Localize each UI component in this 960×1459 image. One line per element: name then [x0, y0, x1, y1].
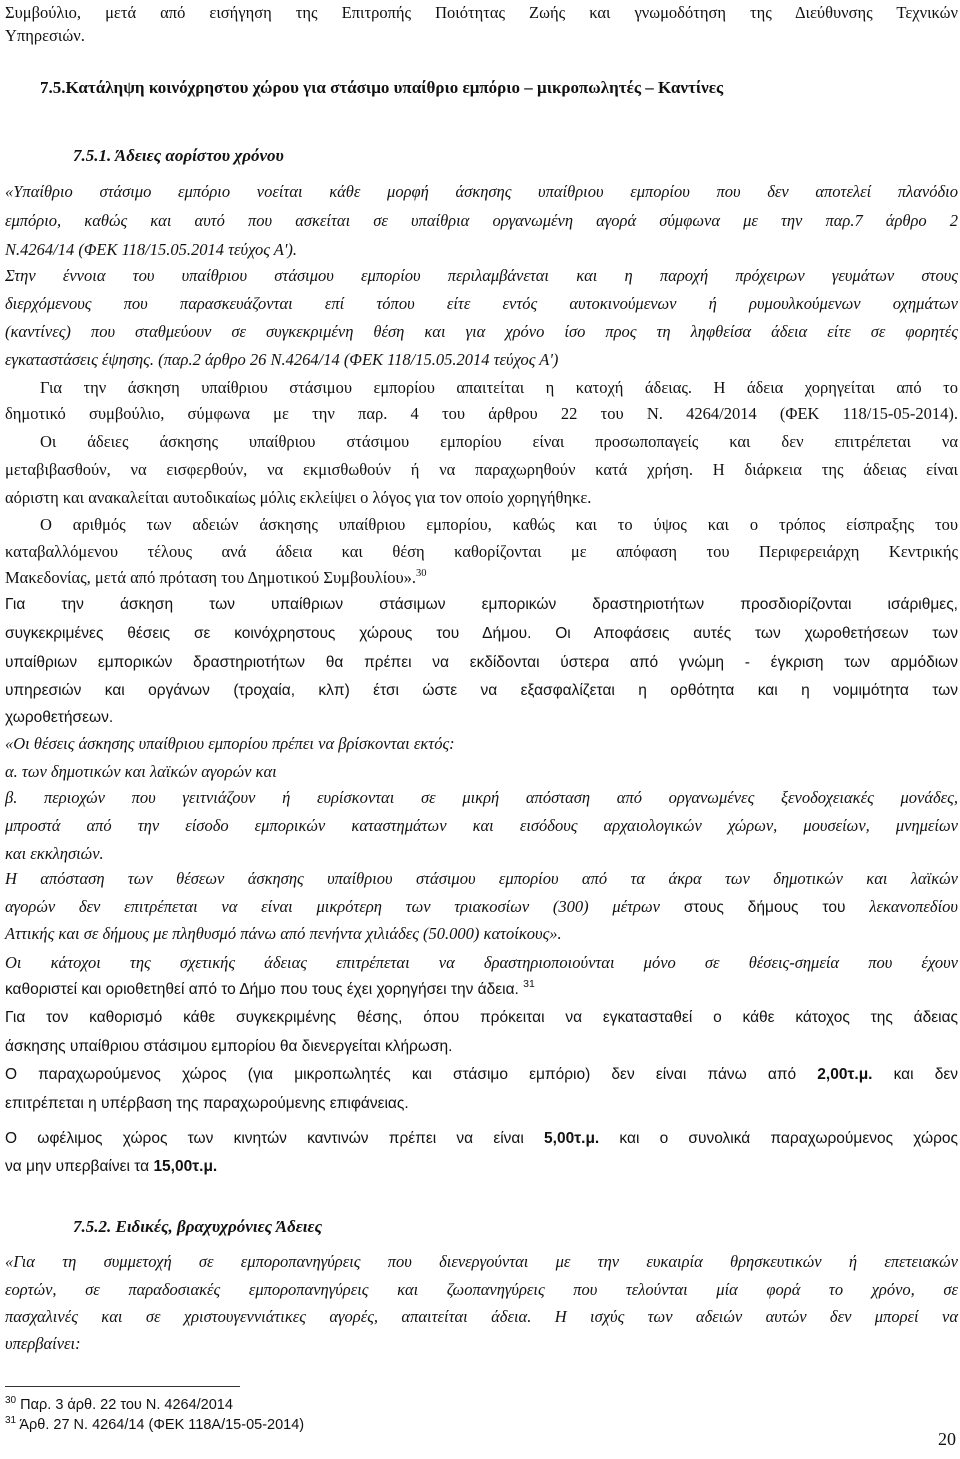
text-line: άσκησης υπαίθριου στάσιμου εμπορίου θα διενεργείται κλήρωση.: [5, 1038, 453, 1055]
text-line: Οι κάτοχοι της σχετικής άδειας επιτρέπεται να δραστηριοποιούνται μόνο σε θέσεις-σημεία που έχουν: [5, 953, 958, 972]
text-line: διερχόμενους που παρασκευάζονται επί τόπου είτε εντός αυτοκινούμενων ή ρυμουλκούμενων οχημάτων: [5, 294, 958, 313]
text-line: υπαίθριων εμπορικών δραστηριοτήτων θα πρέπει να εκδίδονται ύστερα από γνώμη - έγκριση των αρμόδιων: [5, 654, 958, 671]
text-line: και εκκλησιών.: [5, 844, 104, 863]
text-line: «Οι θέσεις άσκησης υπαίθριου εμπορίου πρέπει να βρίσκονται εκτός:: [5, 734, 455, 753]
text-run: να μην υπερβαίνει τα: [5, 1158, 154, 1175]
section-heading-7-5-1: 7.5.1. Άδειες αορίστου χρόνου: [73, 146, 284, 165]
text-line: α. των δημοτικών και λαϊκών αγορών και: [5, 762, 277, 781]
text-run: Ο ωφέλιμος χώρος των κινητών καντινών πρέπει να είναι: [5, 1130, 545, 1147]
text-line: αόριστη και ανακαλείται αυτοδικαίως μόλις εκλείψει ο λόγος για τον οποίο χορηγήθηκε.: [5, 488, 592, 507]
footnote-31: [5, 1412, 304, 1434]
text-line: Αττικής και σε δήμους με πληθυσμό πάνω από πενήντα χιλιάδες (50.000) κατοίκους».: [5, 924, 562, 943]
text-line: συγκεκριμένες θέσεις σε κοινόχρηστους χώρους του Δήμου. Οι Αποφάσεις αυτές των χωροθετήσεων των: [5, 625, 958, 642]
page-number: 20: [938, 1429, 956, 1449]
footnote-ref-31: 31: [523, 978, 535, 990]
text-line: πασχαλινές και σε χριστουγεννιάτικες αγορές, απαιτείται άδεια. Η ισχύς των αδειών αυτών δεν μπορεί να: [5, 1307, 958, 1326]
text-line: μεταβιβασθούν, να εισφερθούν, να εκμισθωθούν ή να παραχωρηθούν κατά χρήση. Η διάρκεια της άδειας είναι: [5, 460, 958, 479]
text-line: υπηρεσιών και οργάνων (τροχαία, κλπ) έτσι ώστε να εξασφαλίζεται η ορθότητα και η νομιμότητα των: [5, 682, 958, 699]
text-line: «Υπαίθριο στάσιμο εμπόριο νοείται κάθε μορφή άσκησης υπαίθριου εμπορίου που δεν αποτελεί πλανόδιο: [5, 182, 958, 201]
text-line: β. περιοχών που γειτνιάζουν ή ευρίσκονται σε μικρή απόσταση από οργανωμένες ξενοδοχειακές μονάδες,: [5, 788, 958, 807]
text-run: Μακεδονίας, μετά από πρόταση του Δημοτικού Συμβουλίου».: [5, 568, 417, 587]
text-line: Η απόσταση των θέσεων άσκησης υπαίθριου στάσιμου εμπορίου από τα άκρα των δημοτικών και λαϊκών: [5, 869, 958, 888]
section-heading-7-5: 7.5.Κατάληψη κοινόχρηστου χώρου για στάσιμο υπαίθριο εμπόριο – μικροπωλητές – Καντίνες: [40, 78, 724, 97]
footnote-text: Άρθ. 27 Ν. 4264/14 (ΦΕΚ 118Α/15-05-2014): [16, 1416, 305, 1433]
text-run: καθοριστεί και οριοθετηθεί από το Δήμο που τους έχει χορηγήσει την άδεια.: [5, 981, 519, 998]
footnote-number: 31: [5, 1415, 17, 1426]
text-line: (καντίνες) που σταθμεύουν σε συγκεκριμένη θέση και για χρόνο ίσο προς τη ληφθείσα άδεια είτε σε φορητές: [5, 322, 958, 341]
text-line: μπροστά από την είσοδο εμπορικών καταστημάτων και εισόδους αρχαιολογικών χώρων, μουσείων, μνημείων: [5, 816, 958, 835]
text-line: Υπηρεσιών.: [5, 26, 85, 45]
text-line: [5, 567, 958, 592]
text-line: [5, 1064, 958, 1086]
footnote-text: Παρ. 3 άρθ. 22 του Ν. 4264/2014: [16, 1396, 233, 1413]
text-line: Στην έννοια του υπαίθριου στάσιμου εμπορίου περιλαμβάνεται και η παροχή πρόχειρων γευμάτων στους: [5, 266, 958, 285]
text-line: «Για τη συμμετοχή σε εμποροπανηγύρεις που διενεργούνται με την ευκαιρία θρησκευτικών ή επετειακών: [5, 1252, 958, 1271]
bold-value: 15,00τ.μ.: [153, 1158, 218, 1175]
section-heading-7-5-2: 7.5.2. Ειδικές, βραχυχρόνιες Άδειες: [73, 1217, 323, 1236]
text-line: Για την άσκηση υπαίθριου στάσιμου εμπορίου απαιτείται η κατοχή άδειας. Η άδεια χορηγείται από το: [40, 378, 958, 397]
text-line: υπερβαίνει:: [5, 1334, 81, 1353]
text-line: [5, 979, 958, 1002]
text-line: [5, 1128, 958, 1150]
text-run: λεκανοπεδίου: [869, 897, 958, 916]
footnote-number: 30: [5, 1395, 17, 1406]
footnote-ref-30: 30: [416, 568, 427, 579]
text-line: επιτρέπεται η υπέρβαση της παραχωρούμενης επιφάνειας.: [5, 1095, 409, 1112]
text-line: [5, 1156, 958, 1178]
text-line: εμπόριο, καθώς και αυτό που ασκείται σε υπαίθρια οργανωμένη αγορά σύμφωνα με την παρ.7 άρθρο 2: [5, 211, 958, 230]
text-run: αγορών δεν επιτρέπεται να είναι μικρότερη των τριακοσίων (300) μέτρων: [5, 897, 660, 916]
text-line: δημοτικό συμβούλιο, σύμφωνα με την παρ. 4 του άρθρου 22 του Ν. 4264/2014 (ΦΕΚ 118/15-05-2014).: [5, 404, 958, 423]
text-run: και ο συνολικά παραχωρούμενος χώρος: [599, 1130, 958, 1147]
text-line: [5, 896, 958, 919]
bold-value: 2,00τ.μ.: [817, 1066, 873, 1083]
text-line: Ν.4264/14 (ΦΕΚ 118/15.05.2014 τεύχος Α').: [5, 240, 297, 259]
text-run: Ο παραχωρούμενος χώρος (για μικροπωλητές και στάσιμο εμπόριο) δεν είναι πάνω από: [5, 1066, 818, 1083]
bold-value: 5,00τ.μ.: [544, 1130, 600, 1147]
text-line: Συμβούλιο, μετά από εισήγηση της Επιτροπής Ποιότητας Ζωής και γνωμοδότηση της Διεύθυνσης Τεχνικών: [5, 3, 958, 22]
text-line: χωροθετήσεων.: [5, 709, 114, 726]
text-line: Ο αριθμός των αδειών άσκησης υπαίθριου εμπορίου, καθώς και το ύψος και ο τρόπος είσπραξης του: [40, 515, 958, 534]
text-line: Οι άδειες άσκησης υπαίθριου στάσιμου εμπορίου είναι προσωποπαγείς και δεν επιτρέπεται να: [40, 432, 958, 451]
text-line: καταβαλλόμενου τέλους ανά άδεια και θέση καθορίζονται με απόφαση του Περιφερειάρχη Κεντρικής: [5, 542, 958, 561]
text-line: Για τον καθορισμό κάθε συγκεκριμένης θέσης, όπου πρόκειται να εγκατασταθεί ο κάθε κάτοχος της άδειας: [5, 1009, 958, 1026]
footnote-separator: [5, 1386, 240, 1387]
text-line: Για την άσκηση των υπαίθριων στάσιμων εμπορικών δραστηριοτήτων προσδιορίζονται ισάριθμες,: [5, 596, 958, 613]
footnote-30: [5, 1392, 233, 1414]
text-run: και δεν: [872, 1066, 958, 1083]
text-run: στους δήμους του: [659, 899, 870, 916]
text-line: εορτών, σε παραδοσιακές εμποροπανηγύρεις και ζωοπανηγύρεις που τελούνται μία φορά το χρόνο, σε: [5, 1280, 958, 1299]
text-line: εγκαταστάσεις έψησης. (παρ.2 άρθρο 26 Ν.4264/14 (ΦΕΚ 118/15.05.2014 τεύχος Α'): [5, 350, 559, 369]
